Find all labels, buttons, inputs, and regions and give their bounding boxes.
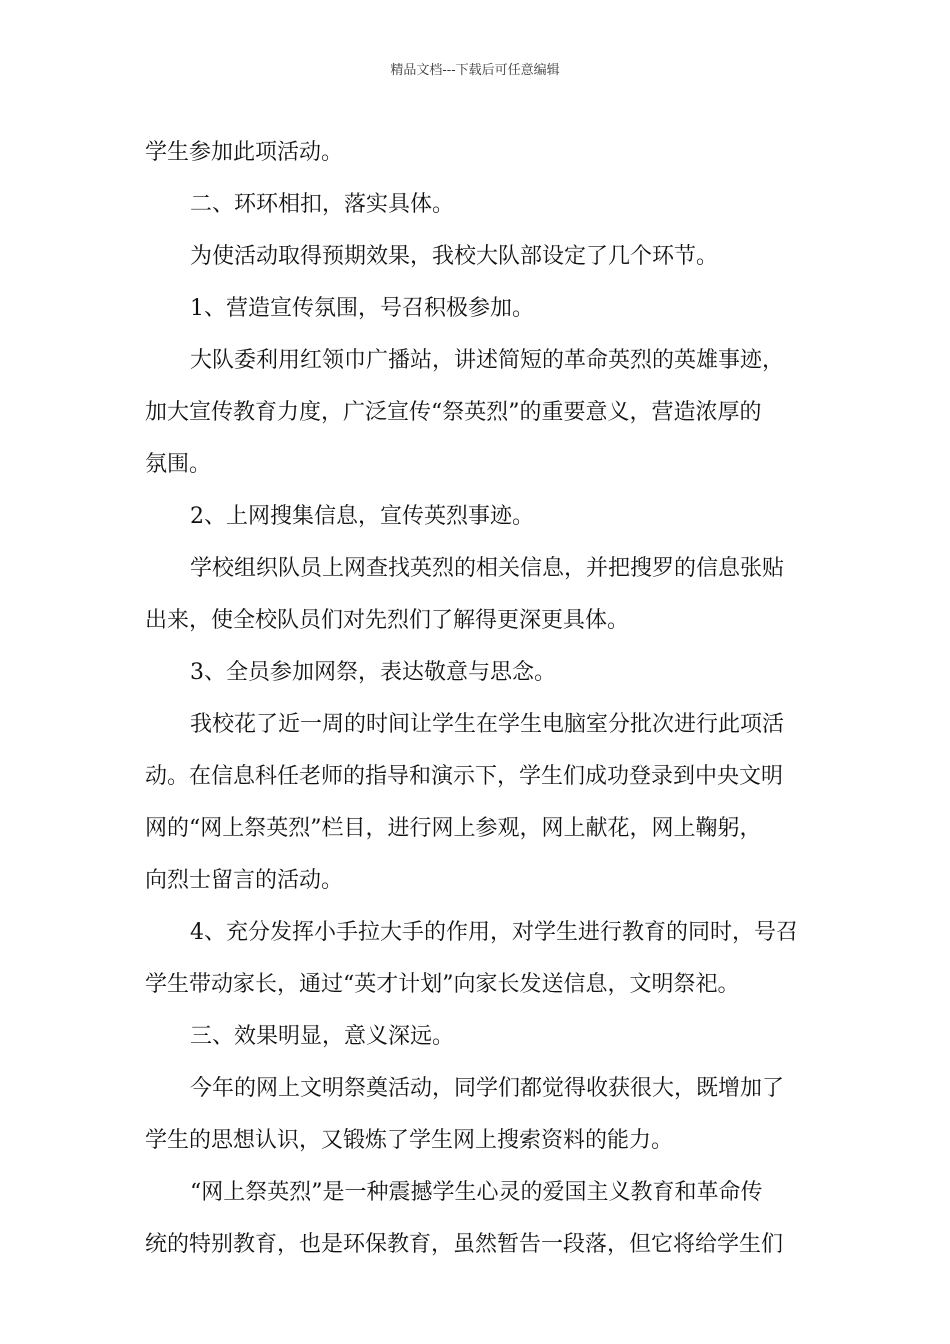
text-line: 统的特别教育，也是环保教育，虽然暂告一段落，但它将给学生们 (145, 1232, 784, 1257)
text-line: 氛围。 (145, 452, 212, 477)
text-line: 加大宣传教育力度，广泛宣传“祭英烈”的重要意义，营造浓厚的 (145, 400, 762, 425)
text-line: 我校花了近一周的时间让学生在学生电脑室分批次进行此项活 (190, 712, 785, 737)
text-line: 出来，使全校队员们对先烈们了解得更深更具体。 (145, 608, 630, 633)
text-line: 向烈士留言的活动。 (145, 868, 344, 893)
text-line: 学生参加此项活动。 (145, 140, 344, 165)
text-line: 为使活动取得预期效果，我校大队部设定了几个环节。 (190, 244, 719, 269)
list-item-heading: 4、充分发挥小手拉大手的作用，对学生进行教育的同时，号召 (190, 920, 798, 945)
text-line: 学生的思想认识，又锻炼了学生网上搜索资料的能力。 (145, 1128, 674, 1153)
page-header: 精品文档---下载后可任意编辑 (390, 63, 560, 78)
list-item-heading: 2、上网搜集信息，宣传英烈事迹。 (190, 504, 534, 529)
list-item-heading: 1、营造宣传氛围，号召积极参加。 (190, 296, 534, 321)
text-line: 学校组织队员上网查找英烈的相关信息，并把搜罗的信息张贴 (190, 556, 785, 581)
text-line: 学生带动家长，通过“英才计划”向家长发送信息，文明祭祀。 (145, 972, 740, 997)
text-line: 动。在信息科任老师的指导和演示下，学生们成功登录到中央文明 (145, 764, 784, 789)
list-item-heading: 3、全员参加网祭，表达敬意与思念。 (190, 660, 556, 685)
section-heading: 三、效果明显，意义深远。 (190, 1024, 455, 1049)
text-line: 大队委利用红领巾广播站，讲述简短的革命英烈的英雄事迹， (190, 348, 785, 373)
document-body (145, 127, 805, 1271)
text-line: “网上祭英烈”是一种震撼学生心灵的爱国主义教育和革命传 (190, 1180, 763, 1205)
text-line: 网的“网上祭英烈”栏目，进行网上参观，网上献花，网上鞠躬， (145, 816, 762, 841)
text-line: 今年的网上文明祭奠活动，同学们都觉得收获很大，既增加了 (190, 1076, 785, 1101)
section-heading: 二、环环相扣，落实具体。 (190, 192, 455, 217)
